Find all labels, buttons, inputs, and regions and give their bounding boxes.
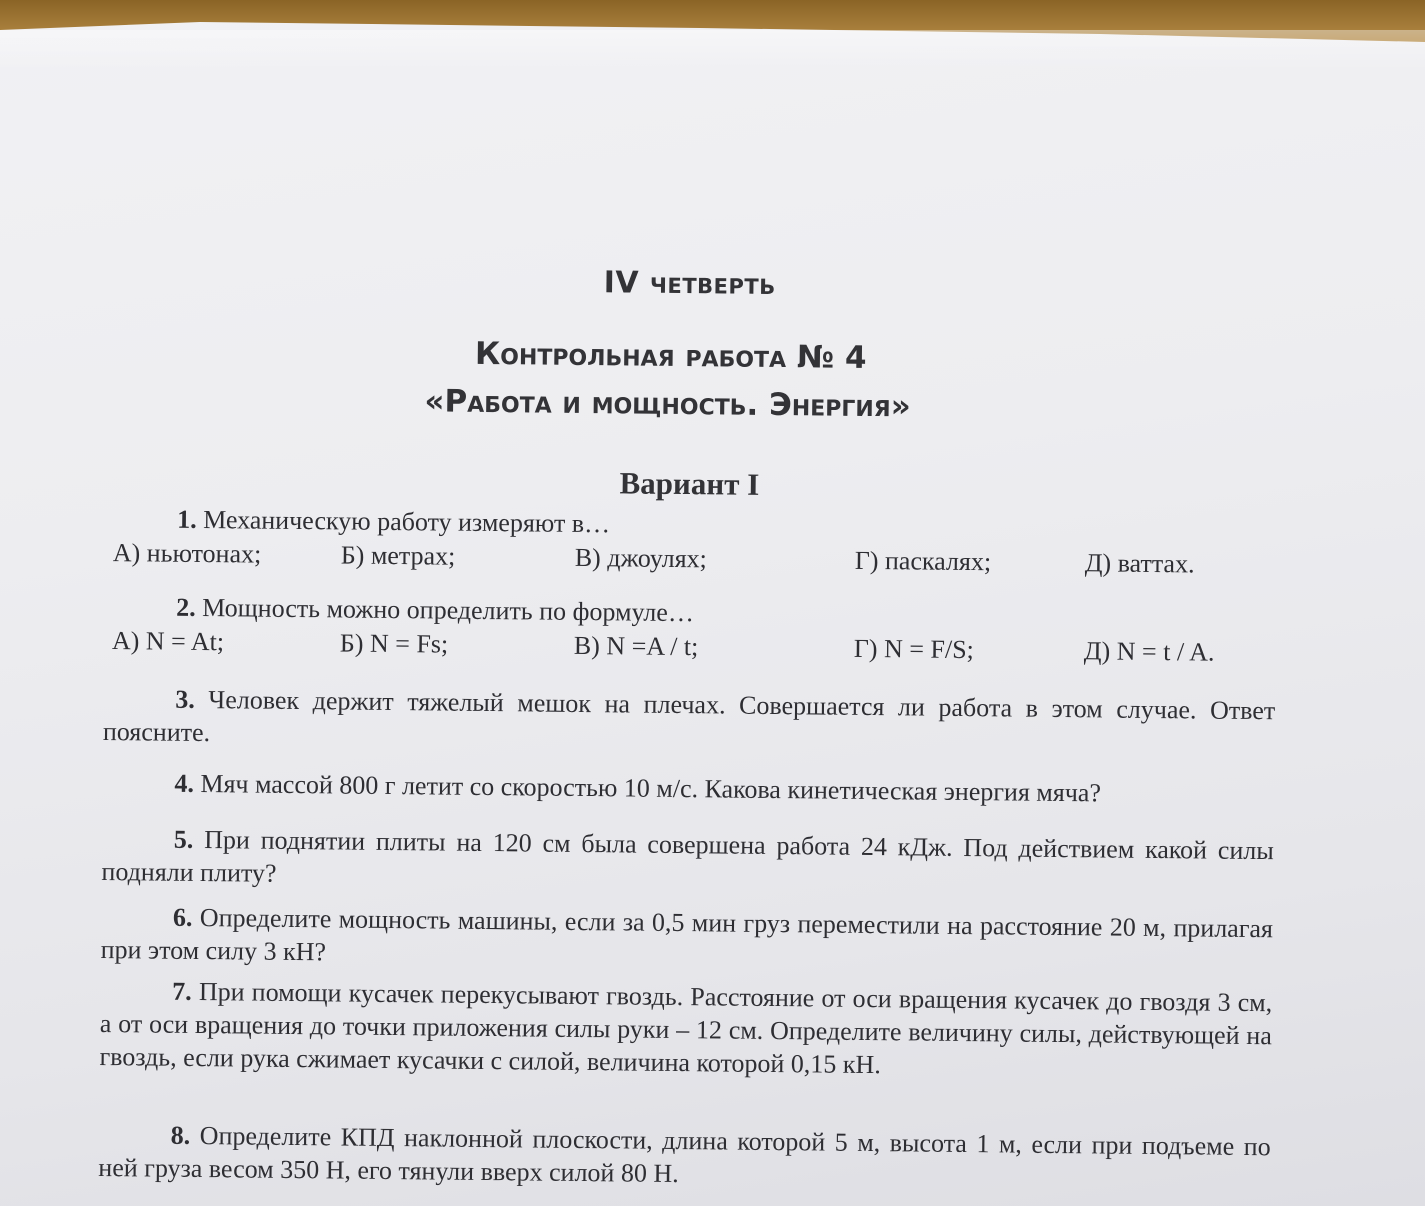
answer-option-a: А) N = At; [111, 626, 225, 657]
question-7 [99, 974, 1272, 1085]
answer-option-b: Б) метрах; [340, 540, 456, 571]
question-number: 2. [176, 592, 196, 622]
question-number: 4. [174, 768, 195, 798]
question-text: Механическую работу измеряют в… [203, 505, 611, 539]
answer-option-d: Г) N = F/S; [853, 633, 975, 665]
quarter-heading: IV четверть [603, 265, 776, 302]
answer-option-e: Д) N = t / A. [1083, 636, 1215, 667]
answer-option-a: А) ньютонах; [112, 538, 262, 569]
answer-option-b: Б) N = Fs; [339, 628, 449, 659]
question-number: 3. [175, 684, 195, 714]
question-6 [101, 900, 1274, 978]
question-3 [103, 682, 1276, 760]
question-text: Определите мощность машины, если за 0,5 мин груз переместили на расстояние 20 м, прилагая при этом силу 3 кН? [100, 902, 1274, 967]
question-number: 8. [170, 1120, 191, 1150]
question-number: 5. [173, 824, 194, 854]
question-text: При поднятии плиты на 120 см была совершена работа 24 кДж. Под действием какой силы подняли плиту? [101, 825, 1274, 888]
variant-heading: Вариант I [619, 465, 760, 502]
question-text: При помощи кусачек перекусывают гвоздь. Расстояние от оси вращения кусачек до гвоздя 3 см, а от оси вращения до точки приложения силы руки – 12 см. Определите величину силы, действующей на гвоздь, если рука сжимает кусачки с силой, величина которой 0,15 кН. [99, 976, 1273, 1080]
question-5 [101, 822, 1274, 900]
question-text: Мощность можно определить по формуле… [202, 593, 695, 628]
question-text: Человек держит тяжелый мешок на плечах. Совершается ли работа в этом случае. Ответ поясните. [102, 685, 1276, 748]
answer-option-c: В) N =A / t; [573, 630, 699, 662]
question-8 [98, 1118, 1271, 1196]
test-topic: «Работа и мощность. Энергия» [424, 383, 911, 425]
question-number: 7. [172, 976, 192, 1006]
question-number: 6. [172, 902, 193, 932]
answer-option-d: Г) паскалях; [854, 545, 992, 577]
question-number: 1. [177, 504, 197, 534]
question-text: Определите КПД наклонной плоскости, длина которой 5 м, высота 1 м, если при подъеме по ней груза весом 350 Н, его тянули вверх силой 80 Н. [98, 1121, 1271, 1189]
test-title: Контрольная работа № 4 [474, 335, 867, 376]
question-text: Мяч массой 800 г летит со скоростью 10 м/с. Какова кинетическая энергия мяча? [200, 768, 1102, 808]
answer-option-e: Д) ваттах. [1084, 548, 1195, 579]
answer-option-c: В) джоулях; [574, 542, 708, 574]
